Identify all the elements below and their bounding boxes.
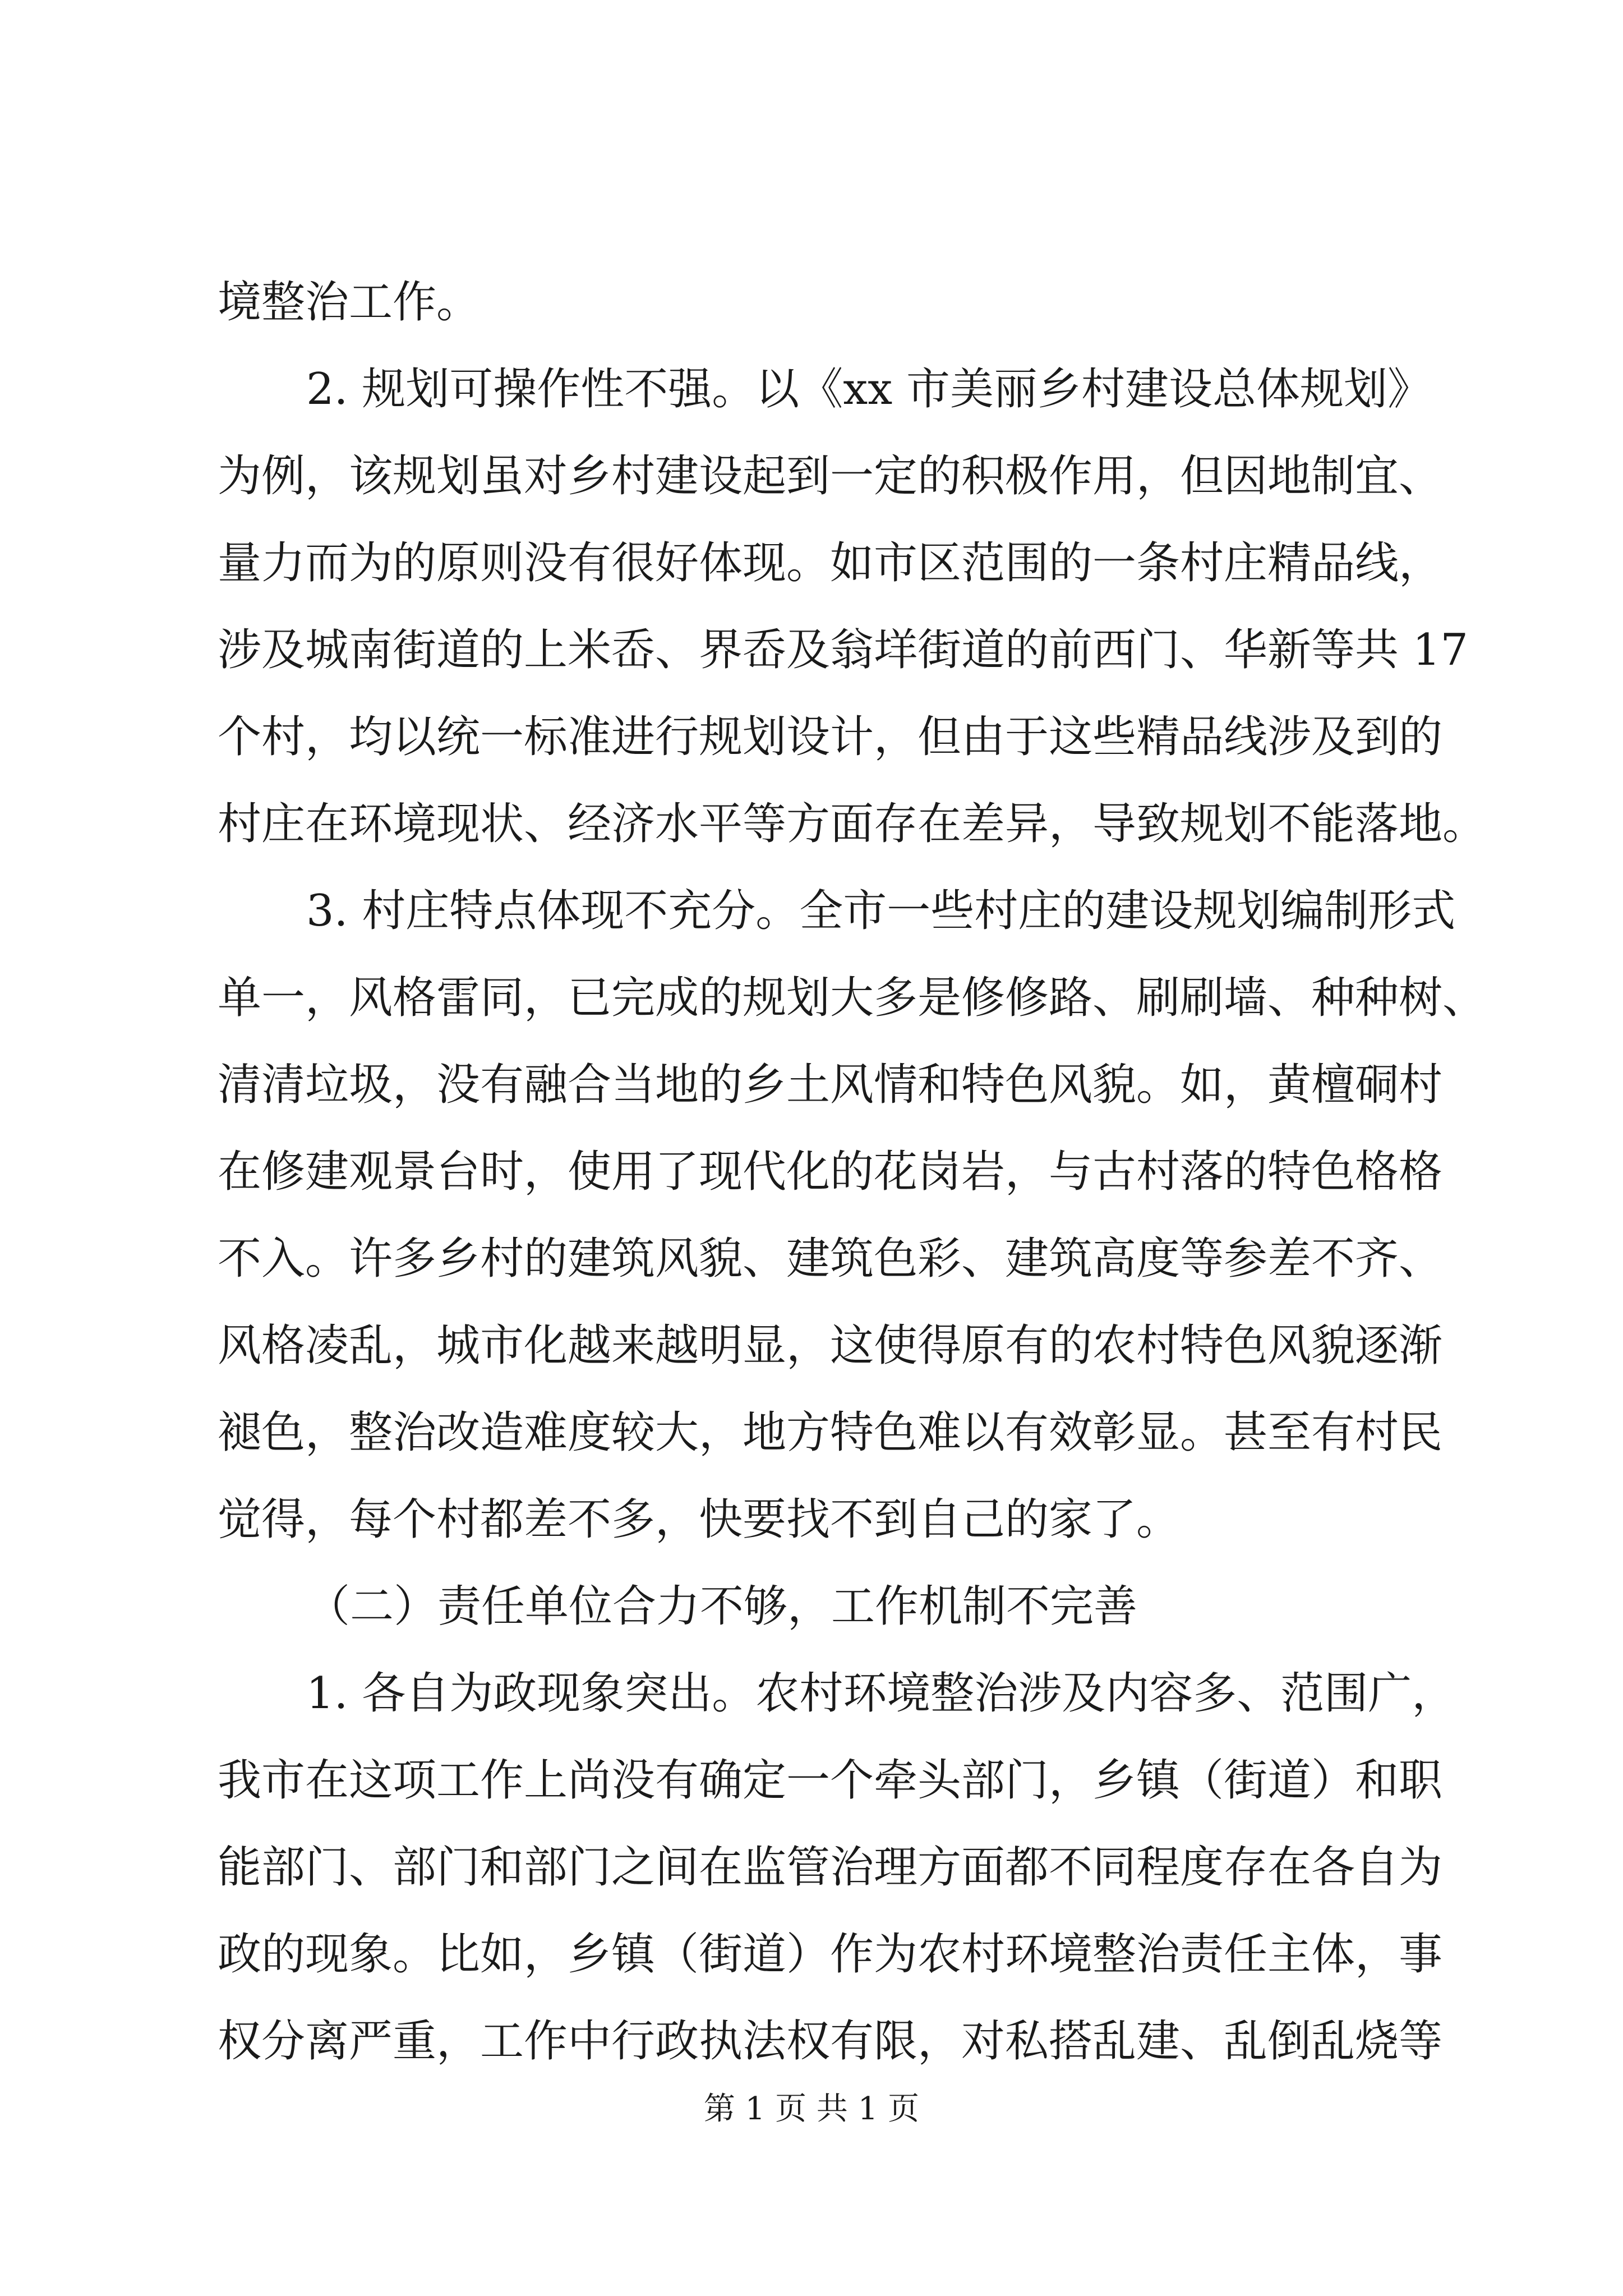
text-line: 能部门、部门和部门之间在监管治理方面都不同程度存在各自为 bbox=[218, 1842, 1443, 1893]
text-line: 涉及城南街道的上米岙、界岙及翁垟街道的前西门、华新等共 17 bbox=[218, 625, 1469, 675]
text-line: 在修建观景台时，使用了现代化的花岗岩，与古村落的特色格格 bbox=[218, 1147, 1443, 1197]
text-line: 我市在这项工作上尚没有确定一个牵头部门，乡镇（街道）和职 bbox=[218, 1755, 1443, 1806]
text-line: 3. 村庄特点体现不充分。全市一些村庄的建设规划编制形式 bbox=[306, 886, 1456, 936]
text-line: 量力而为的原则没有很好体现。如市区范围的一条村庄精品线， bbox=[218, 538, 1443, 588]
text-line: 村庄在环境现状、经济水平等方面存在差异，导致规划不能落地。 bbox=[218, 799, 1487, 849]
text-line: 境整治工作。 bbox=[218, 277, 481, 328]
text-line: 不入。许多乡村的建筑风貌、建筑色彩、建筑高度等参差不齐、 bbox=[218, 1234, 1443, 1284]
text-line: （二）责任单位合力不够，工作机制不完善 bbox=[306, 1581, 1138, 1632]
text-line: 个村，均以统一标准进行规划设计，但由于这些精品线涉及到的 bbox=[218, 712, 1443, 762]
text-line: 风格凌乱，城市化越来越明显，这使得原有的农村特色风貌逐渐 bbox=[218, 1320, 1443, 1371]
text-line: 单一，风格雷同，已完成的规划大多是修修路、刷刷墙、种种树、 bbox=[218, 973, 1487, 1023]
text-line: 2. 规划可操作性不强。以《xx 市美丽乡村建设总体规划》 bbox=[306, 364, 1431, 415]
page-footer: 第 1 页 共 1 页 bbox=[703, 2091, 920, 2127]
text-line: 觉得，每个村都差不多，快要找不到自己的家了。 bbox=[218, 1494, 1181, 1545]
text-line: 政的现象。比如，乡镇（街道）作为农村环境整治责任主体，事 bbox=[218, 1929, 1443, 1980]
text-line: 清清垃圾，没有融合当地的乡土风情和特色风貌。如，黄檀硐村 bbox=[218, 1060, 1443, 1110]
text-line: 褪色，整治改造难度较大，地方特色难以有效彰显。甚至有村民 bbox=[218, 1407, 1443, 1458]
text-line: 权分离严重，工作中行政执法权有限，对私搭乱建、乱倒乱烧等 bbox=[218, 2016, 1443, 2067]
text-line: 1. 各自为政现象突出。农村环境整治涉及内容多、范围广， bbox=[306, 1668, 1456, 1719]
text-line: 为例，该规划虽对乡村建设起到一定的积极作用，但因地制宜、 bbox=[218, 451, 1443, 501]
document-body bbox=[218, 259, 1487, 2085]
